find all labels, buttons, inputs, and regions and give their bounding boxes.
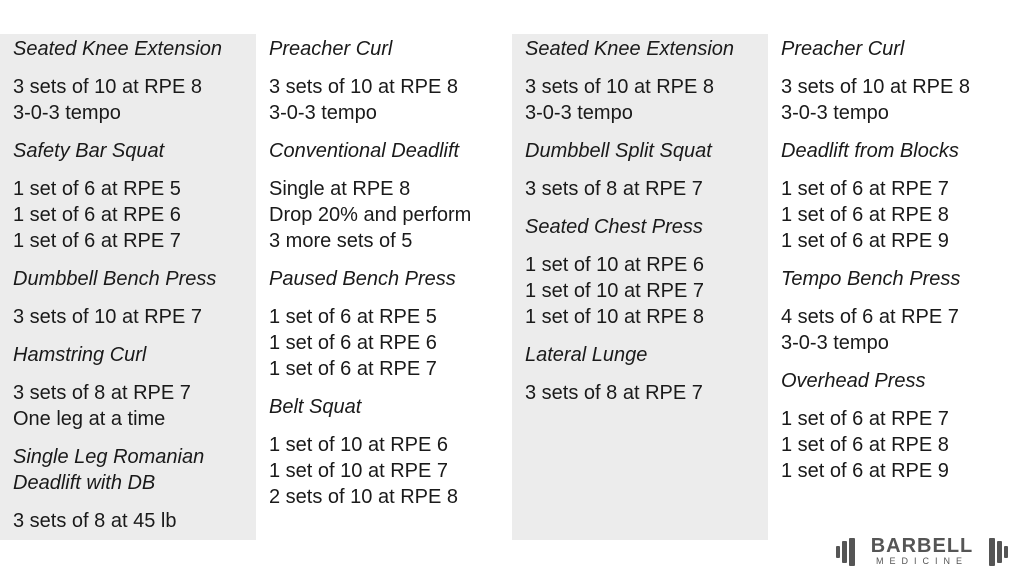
prescription-line: 1 set of 10 at RPE 6 [525, 254, 704, 276]
prescription-line: 1 set of 6 at RPE 7 [13, 230, 181, 252]
prescription-line: 4 sets of 6 at RPE 7 [781, 306, 959, 328]
exercise-name: Safety Bar Squat [13, 140, 165, 162]
exercise-block [781, 136, 1024, 254]
prescription-line: 1 set of 6 at RPE 7 [269, 358, 437, 380]
prescription-line: 3 sets of 10 at RPE 8 [13, 76, 202, 98]
prescription-line: 1 set of 6 at RPE 8 [781, 434, 949, 456]
prescription-line: 1 set of 10 at RPE 7 [269, 460, 448, 482]
exercise-block [13, 264, 256, 330]
exercise-block [269, 34, 512, 126]
exercise-name: Preacher Curl [269, 38, 393, 60]
prescription-line: Drop 20% and perform [269, 204, 472, 226]
barbell-medicine-logo [836, 536, 1008, 568]
prescription-line: 2 sets of 10 at RPE 8 [269, 486, 458, 508]
exercise-name: Dumbbell Split Squat [525, 140, 712, 162]
prescription-line: 3 sets of 8 at RPE 7 [13, 382, 191, 404]
barbell-plate-right-icon [986, 538, 1008, 566]
exercise-block [781, 366, 1024, 484]
exercise-name: Seated Knee Extension [13, 38, 223, 60]
exercise-prescription [13, 74, 256, 126]
workout-column-1 [0, 34, 256, 540]
workout-column-3 [512, 34, 768, 540]
exercise-prescription [269, 74, 512, 126]
prescription-line: 1 set of 10 at RPE 8 [525, 306, 704, 328]
exercise-name: Tempo Bench Press [781, 268, 961, 290]
exercise-prescription [13, 380, 256, 432]
logo-subtitle: MEDICINE [875, 556, 968, 566]
exercise-name: Belt Squat [269, 396, 362, 418]
exercise-name: Paused Bench Press [269, 268, 456, 290]
exercise-block [525, 340, 768, 406]
exercise-name: Conventional Deadlift [269, 140, 460, 162]
prescription-line: 3 sets of 10 at RPE 7 [13, 306, 202, 328]
exercise-prescription [525, 252, 768, 330]
exercise-name: Seated Knee Extension [525, 38, 735, 60]
exercise-prescription [781, 406, 1024, 484]
prescription-line: 3-0-3 tempo [781, 102, 889, 124]
exercise-block [781, 34, 1024, 126]
exercise-prescription [269, 304, 512, 382]
exercise-name: Overhead Press [781, 370, 926, 392]
exercise-name: Seated Chest Press [525, 216, 703, 238]
prescription-line: 3 more sets of 5 [269, 230, 413, 252]
exercise-name: Hamstring Curl [13, 344, 147, 366]
prescription-line: 3 sets of 10 at RPE 8 [269, 76, 458, 98]
prescription-line: 1 set of 10 at RPE 7 [525, 280, 704, 302]
prescription-line: 1 set of 10 at RPE 6 [269, 434, 448, 456]
exercise-block [525, 136, 768, 202]
exercise-block [781, 264, 1024, 356]
prescription-line: 3 sets of 8 at RPE 7 [525, 382, 703, 404]
exercise-block [525, 34, 768, 126]
exercise-block [13, 34, 256, 126]
prescription-line: 1 set of 6 at RPE 8 [781, 204, 949, 226]
workout-column-2 [256, 34, 512, 520]
exercise-prescription [13, 176, 256, 254]
prescription-line: 3-0-3 tempo [781, 332, 889, 354]
exercise-name: Preacher Curl [781, 38, 905, 60]
prescription-line: 3-0-3 tempo [269, 102, 377, 124]
prescription-line: Single at RPE 8 [269, 178, 411, 200]
prescription-line: 1 set of 6 at RPE 6 [13, 204, 181, 226]
exercise-prescription [781, 304, 1024, 356]
exercise-prescription [269, 432, 512, 510]
prescription-line: 1 set of 6 at RPE 5 [269, 306, 437, 328]
prescription-line: 3 sets of 8 at RPE 7 [525, 178, 703, 200]
prescription-line: One leg at a time [13, 408, 166, 430]
prescription-line: 3 sets of 10 at RPE 8 [525, 76, 714, 98]
exercise-block [525, 212, 768, 330]
exercise-prescription [525, 176, 768, 202]
prescription-line: 3 sets of 8 at 45 lb [13, 510, 177, 532]
exercise-prescription [781, 74, 1024, 126]
prescription-line: 1 set of 6 at RPE 5 [13, 178, 181, 200]
prescription-line: 3-0-3 tempo [525, 102, 633, 124]
exercise-prescription [525, 380, 768, 406]
workout-column-4 [768, 34, 1024, 494]
prescription-line: 3-0-3 tempo [13, 102, 121, 124]
prescription-line: 3 sets of 10 at RPE 8 [781, 76, 970, 98]
logo-wordmark: BARBELL [870, 535, 974, 557]
exercise-name: Deadlift from Blocks [781, 140, 959, 162]
exercise-name: Lateral Lunge [525, 344, 648, 366]
exercise-block [269, 264, 512, 382]
exercise-block [269, 392, 512, 510]
barbell-plate-left-icon [836, 538, 858, 566]
exercise-name: Single Leg Romanian Deadlift with DB [13, 446, 205, 494]
exercise-block [13, 442, 256, 534]
exercise-prescription [13, 508, 256, 534]
exercise-prescription [269, 176, 512, 254]
prescription-line: 1 set of 6 at RPE 6 [269, 332, 437, 354]
prescription-line: 1 set of 6 at RPE 9 [781, 460, 949, 482]
prescription-line: 1 set of 6 at RPE 7 [781, 408, 949, 430]
exercise-block [13, 340, 256, 432]
exercise-block [269, 136, 512, 254]
exercise-prescription [781, 176, 1024, 254]
exercise-prescription [525, 74, 768, 126]
prescription-line: 1 set of 6 at RPE 9 [781, 230, 949, 252]
exercise-name: Dumbbell Bench Press [13, 268, 217, 290]
prescription-line: 1 set of 6 at RPE 7 [781, 178, 949, 200]
exercise-prescription [13, 304, 256, 330]
exercise-block [13, 136, 256, 254]
